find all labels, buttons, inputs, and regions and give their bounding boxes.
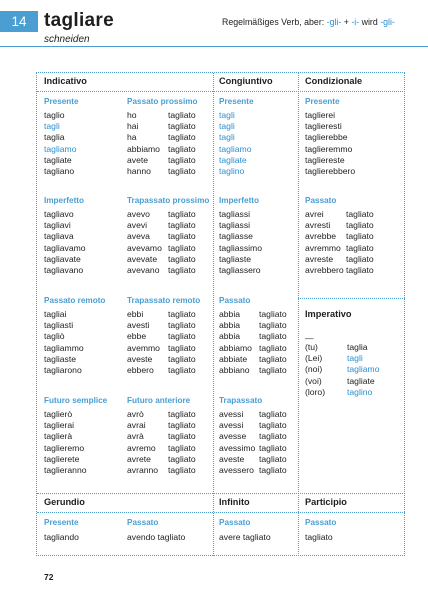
conjugation-row: [127, 254, 196, 265]
conjugation-participle: tagliato: [259, 309, 287, 319]
conjugation-participle: taglia: [347, 342, 368, 352]
conjugation-form: avreste: [305, 253, 334, 264]
tense-presente-congiuntivo: Presente: [219, 97, 254, 106]
conjugation-row: [305, 132, 355, 143]
conjugation-form: tagliano: [44, 165, 75, 176]
conjugation-form: avremmo: [305, 242, 341, 253]
conjugation-row: [44, 209, 86, 220]
conjugation-form: abbiate: [219, 353, 248, 364]
conjugation-form: tagliavi: [44, 220, 71, 231]
conjugation-participle: tagliato: [346, 220, 374, 231]
conjugation-form: ha: [127, 132, 137, 143]
tense-gerundio-presente: Presente: [44, 518, 79, 527]
tense-passato-congiuntivo: Passato: [219, 296, 251, 305]
tense-futuro-semplice: Futuro semplice: [44, 396, 108, 405]
conjugation-row: [305, 387, 379, 398]
conjugation-participle: tagliato: [168, 242, 196, 253]
conjugation-participle: tagliato: [259, 409, 287, 419]
conjugation-form: abbiano: [219, 364, 250, 375]
rule-i: -i-: [351, 17, 360, 27]
condizionale-imperativo-divider: [298, 298, 405, 299]
conjugation-row: [127, 420, 196, 431]
conjugation-row: [44, 331, 84, 342]
conjugation-row: [127, 110, 196, 121]
verb-number-badge: 14: [0, 11, 38, 32]
conjugation-row: [219, 144, 251, 155]
conjugation-row: [127, 166, 196, 177]
conjugation-participle: tagliato: [259, 420, 287, 431]
conjugation-row: [44, 243, 86, 254]
conjugation-form: tagliassi: [219, 220, 251, 231]
conjugation-row: [127, 443, 196, 454]
conjugation-form: taglino: [219, 165, 245, 176]
conjugation-participle: tagliato: [346, 209, 374, 219]
verb-meaning: schneiden: [44, 34, 90, 45]
conjugation-form: avevamo: [127, 242, 162, 253]
conjugation-form: tagliamo: [44, 143, 77, 154]
conjugation-form: tagli: [219, 132, 235, 143]
conjugation-form: avevo: [127, 209, 150, 219]
conjugation-participle: tagliato: [168, 409, 196, 419]
conjugation-form: hanno: [127, 165, 151, 176]
conjugation-participle: tagliato: [259, 364, 287, 375]
presente-congiuntivo-forms: [219, 110, 251, 177]
conjugation-row: [44, 343, 84, 354]
conjugation-form: tagliavate: [44, 253, 81, 264]
conjugation-row: [44, 420, 87, 431]
conjugation-form: avevi: [127, 220, 148, 231]
conjugation-participle: tagliato: [168, 231, 196, 242]
conjugation-form: tagliate: [219, 154, 247, 165]
conjugation-participle: tagliato: [168, 464, 196, 475]
conjugation-form: abbia: [219, 309, 241, 319]
conjugation-form: taglierà: [44, 431, 73, 442]
tense-passato-prossimo: Passato prossimo: [127, 97, 198, 106]
conjugation-row: [127, 144, 196, 155]
conjugation-participle: tagliato: [259, 342, 287, 353]
conjugation-row: [44, 354, 84, 365]
conjugation-row: [127, 243, 196, 254]
conjugation-row: [127, 431, 196, 442]
conjugation-row: [305, 166, 355, 177]
rule-gli-1: -gli-: [326, 17, 342, 27]
conjugation-form: tagliavo: [44, 209, 74, 219]
conjugation-row: [305, 144, 355, 155]
conjugation-row: [44, 454, 87, 465]
section-infinito: Infinito: [219, 497, 250, 507]
conjugation-form: (noi): [305, 364, 323, 375]
conjugation-form: abbia: [219, 331, 241, 342]
conjugation-row: [44, 309, 84, 320]
conjugation-form: ebbero: [127, 364, 154, 375]
conjugation-participle: tagliato: [168, 209, 196, 219]
conjugation-form: tagliavano: [44, 264, 84, 275]
conjugation-row: [305, 209, 374, 220]
conjugation-form: tagliasti: [44, 320, 74, 331]
conjugation-form: tagli: [219, 110, 235, 120]
conjugation-form: avrò: [127, 409, 144, 419]
conjugation-form: tagliava: [44, 231, 74, 242]
conjugation-row: [305, 220, 374, 231]
conjugation-form: taglierete: [44, 453, 80, 464]
conjugation-participle: tagliato: [168, 264, 196, 275]
tense-participio-passato: Passato: [305, 518, 337, 527]
conjugation-row: [127, 121, 196, 132]
conjugation-row: [305, 110, 355, 121]
conjugation-row: [44, 220, 86, 231]
conjugation-participle: tagliato: [168, 353, 196, 364]
conjugation-row: [44, 265, 86, 276]
trapassato-remoto-forms: [127, 309, 196, 376]
conjugation-form: taglierai: [44, 420, 75, 431]
conjugation-participle: tagliato: [259, 431, 287, 442]
conjugation-row: [305, 376, 379, 387]
conjugation-participle: tagliamo: [347, 364, 380, 375]
conjugation-form: avrebbe: [305, 231, 337, 242]
conjugation-form: avrei: [305, 209, 324, 219]
conjugation-form: avesti: [127, 320, 150, 331]
presente-indicativo-forms: [44, 110, 76, 177]
conjugation-row: [219, 243, 262, 254]
conjugation-form: abbia: [219, 320, 241, 331]
conjugation-row: [44, 409, 87, 420]
conjugation-form: ho: [127, 110, 137, 120]
indicativo-congiuntivo-divider: [213, 73, 214, 556]
conjugation-row: [219, 320, 287, 331]
tense-passato-condizionale: Passato: [305, 196, 337, 205]
conjugation-row: [44, 254, 86, 265]
conjugation-row: [219, 465, 287, 476]
conjugation-row: [305, 364, 379, 375]
conjugation-participle: tagliato: [168, 154, 196, 165]
conjugation-form: avrebbero: [305, 264, 344, 275]
conjugation-row: [44, 465, 87, 476]
conjugation-form: (voi): [305, 375, 322, 386]
conjugation-row: [219, 265, 262, 276]
conjugation-participle: tagliato: [259, 442, 287, 453]
conjugation-row: [219, 220, 262, 231]
imperfetto-indicativo-forms: [44, 209, 86, 276]
conjugation-row: [219, 132, 251, 143]
conjugation-participle: tagli: [347, 353, 363, 364]
conjugation-form: tagliassi: [219, 209, 251, 219]
conjugation-participle: tagliato: [168, 110, 196, 120]
conjugation-participle: tagliato: [259, 320, 287, 331]
passato-remoto-forms: [44, 309, 84, 376]
tense-infinito-passato: Passato: [219, 518, 251, 527]
conjugation-row: [305, 342, 379, 353]
rule-plus: +: [341, 17, 352, 27]
trapassato-prossimo-forms: [127, 209, 196, 276]
tense-trapassato-prossimo: Trapassato prossimo: [127, 196, 210, 205]
conjugation-rule: [222, 17, 395, 27]
conjugation-form: taglierebbe: [305, 132, 348, 143]
conjugation-row: [127, 309, 196, 320]
conjugation-participle: tagliato: [168, 165, 196, 176]
conjugation-form: avete: [127, 154, 149, 165]
tense-imperfetto-indicativo: Imperfetto: [44, 196, 85, 205]
conjugation-participle: tagliato: [168, 342, 196, 353]
conjugation-participle: tagliato: [168, 331, 196, 342]
conjugation-participle: tagliato: [168, 431, 196, 442]
conjugation-row: [305, 265, 374, 276]
passato-condizionale-forms: [305, 209, 374, 276]
conjugation-form: avranno: [127, 464, 159, 475]
section-imperativo: Imperativo: [305, 309, 352, 319]
conjugation-form: tagliereste: [305, 154, 345, 165]
conjugation-form: avremo: [127, 442, 156, 453]
conjugation-row: [44, 231, 86, 242]
conjugation-participle: tagliato: [168, 453, 196, 464]
conjugation-row: [127, 155, 196, 166]
tense-gerundio-passato: Passato: [127, 518, 159, 527]
conjugation-row: [44, 155, 76, 166]
conjugation-form: avevate: [127, 253, 158, 264]
conjugation-row: [44, 132, 76, 143]
conjugation-form: taglierò: [44, 409, 73, 419]
page-number: 72: [44, 572, 54, 582]
conjugation-row: [219, 354, 287, 365]
conjugation-form: (tu): [305, 342, 318, 352]
conjugation-row: [219, 420, 287, 431]
participio-passato-form: tagliato: [305, 532, 333, 542]
tense-trapassato-congiuntivo: Trapassato: [219, 396, 263, 405]
conjugation-row: [219, 443, 287, 454]
conjugation-participle: tagliato: [346, 231, 374, 242]
conjugation-form: taglieranno: [44, 464, 87, 475]
imperfetto-congiuntivo-forms: [219, 209, 262, 276]
conjugation-form: hai: [127, 121, 139, 132]
conjugation-row: [219, 331, 287, 342]
conjugation-row: [127, 132, 196, 143]
conjugation-form: tagli: [44, 121, 60, 132]
section-header-divider: [37, 91, 405, 92]
conjugation-participle: tagliato: [168, 132, 196, 143]
conjugation-row: [44, 144, 76, 155]
conjugation-participle: tagliato: [168, 220, 196, 231]
presente-condizionale-forms: [305, 110, 355, 177]
imperativo-dash: —: [305, 333, 314, 343]
conjugation-participle: tagliato: [168, 320, 196, 331]
conjugation-form: tagliassero: [219, 264, 261, 275]
conjugation-form: abbiamo: [219, 342, 252, 353]
conjugation-row: [219, 454, 287, 465]
section-participio: Participio: [305, 497, 347, 507]
conjugation-participle: tagliato: [259, 353, 287, 364]
conjugation-form: tagliammo: [44, 342, 84, 353]
tense-futuro-anteriore: Futuro anteriore: [127, 396, 191, 405]
conjugation-form: taglieresti: [305, 121, 342, 132]
passato-congiuntivo-forms: [219, 309, 287, 376]
conjugation-row: [44, 121, 76, 132]
conjugation-row: [305, 121, 355, 132]
conjugation-form: tagli: [219, 121, 235, 132]
conjugation-participle: tagliato: [259, 464, 287, 475]
conjugation-row: [219, 231, 262, 242]
conjugation-participle: tagliato: [346, 253, 374, 264]
conjugation-form: taglieremmo: [305, 143, 353, 154]
conjugation-row: [305, 243, 374, 254]
tense-presente-indicativo: Presente: [44, 97, 79, 106]
futuro-semplice-forms: [44, 409, 87, 476]
verb-title: tagliare: [44, 10, 114, 31]
section-condizionale: Condizionale: [305, 76, 363, 86]
section-congiuntivo: Congiuntivo: [219, 76, 273, 86]
section-gerundio: Gerundio: [44, 497, 85, 507]
conjugation-row: [219, 254, 262, 265]
conjugation-participle: tagliato: [168, 121, 196, 132]
conjugation-row: [44, 443, 87, 454]
conjugation-form: tagliarono: [44, 364, 82, 375]
conjugation-row: [305, 353, 379, 364]
tense-imperfetto-congiuntivo: Imperfetto: [219, 196, 260, 205]
conjugation-participle: tagliato: [168, 309, 196, 319]
conjugation-row: [219, 409, 287, 420]
conjugation-participle: tagliato: [168, 253, 196, 264]
futuro-anteriore-forms: [127, 409, 196, 476]
conjugation-form: taglieremo: [44, 442, 85, 453]
conjugation-row: [127, 454, 196, 465]
conjugation-row: [127, 331, 196, 342]
conjugation-form: avessero: [219, 464, 254, 475]
trapassato-congiuntivo-forms: [219, 409, 287, 476]
conjugation-row: [219, 343, 287, 354]
conjugation-form: avrai: [127, 420, 146, 431]
conjugation-participle: tagliato: [168, 364, 196, 375]
conjugation-row: [219, 309, 287, 320]
conjugation-row: [127, 220, 196, 231]
conjugation-form: taglia: [44, 132, 65, 143]
conjugation-form: tagliai: [44, 309, 67, 319]
conjugation-row: [127, 465, 196, 476]
conjugation-form: aveste: [127, 353, 153, 364]
conjugation-row: [44, 110, 76, 121]
gerundio-passato-form: avendo tagliato: [127, 532, 186, 542]
conjugation-form: aveva: [127, 231, 150, 242]
conjugation-row: [127, 354, 196, 365]
conjugation-participle: tagliato: [259, 453, 287, 464]
conjugation-form: avemmo: [127, 342, 160, 353]
conjugation-form: ebbe: [127, 331, 147, 342]
conjugation-row: [127, 343, 196, 354]
conjugation-row: [44, 365, 84, 376]
conjugation-form: aveste: [219, 453, 245, 464]
conjugation-form: avessi: [219, 420, 244, 431]
tense-presente-condizionale: Presente: [305, 97, 340, 106]
conjugation-participle: taglino: [347, 386, 373, 397]
conjugation-row: [219, 121, 251, 132]
rule-gli-2: -gli-: [380, 17, 395, 27]
rule-mid: wird: [359, 17, 381, 27]
conjugation-row: [127, 365, 196, 376]
conjugation-row: [44, 431, 87, 442]
conjugation-form: avresti: [305, 220, 331, 231]
conjugation-form: avesse: [219, 431, 247, 442]
conjugation-row: [127, 409, 196, 420]
conjugation-row: [127, 320, 196, 331]
conjugation-row: [219, 209, 262, 220]
conjugation-row: [44, 166, 76, 177]
conjugation-form: avessimo: [219, 442, 256, 453]
conjugation-form: taglio: [44, 110, 65, 120]
conjugation-row: [219, 365, 287, 376]
conjugation-form: avrete: [127, 453, 151, 464]
conjugation-participle: tagliate: [347, 375, 375, 386]
tense-passato-remoto: Passato remoto: [44, 296, 106, 305]
conjugation-form: tagliò: [44, 331, 65, 342]
conjugation-form: ebbi: [127, 309, 144, 319]
conjugation-participle: tagliato: [346, 242, 374, 253]
conjugation-form: tagliassimo: [219, 242, 262, 253]
section-indicativo: Indicativo: [44, 76, 87, 86]
conjugation-form: avessi: [219, 409, 244, 419]
conjugation-form: tagliaste: [219, 253, 252, 264]
conjugation-form: avrà: [127, 431, 144, 442]
conjugation-row: [305, 155, 355, 166]
imperativo-forms: [305, 342, 379, 398]
conjugation-form: abbiamo: [127, 143, 160, 154]
conjugation-row: [219, 110, 251, 121]
conjugation-participle: tagliato: [346, 264, 374, 275]
header-rule-line: [0, 46, 428, 47]
gerundio-presente-form: tagliando: [44, 532, 79, 542]
conjugation-participle: tagliato: [168, 143, 196, 154]
infinito-passato-form: avere tagliato: [219, 532, 271, 542]
conjugation-row: [305, 254, 374, 265]
conjugation-row: [305, 231, 374, 242]
conjugation-form: avevano: [127, 264, 160, 275]
conjugation-row: [219, 155, 251, 166]
conjugation-form: (Lei): [305, 353, 323, 364]
conjugation-row: [44, 320, 84, 331]
conjugation-row: [219, 431, 287, 442]
conjugation-participle: tagliato: [259, 331, 287, 342]
conjugation-form: tagliaste: [44, 353, 77, 364]
conjugation-row: [127, 231, 196, 242]
conjugation-row: [219, 166, 251, 177]
passato-prossimo-forms: [127, 110, 196, 177]
bottom-section-divider: [37, 493, 405, 494]
conjugation-row: [127, 209, 196, 220]
conjugation-row: [127, 265, 196, 276]
conjugation-form: tagliamo: [219, 143, 252, 154]
conjugation-participle: tagliato: [168, 442, 196, 453]
conjugation-form: tagliate: [44, 154, 72, 165]
conjugation-form: taglierei: [305, 110, 336, 120]
conjugation-form: taglierebbero: [305, 165, 356, 176]
bottom-header-divider: [37, 512, 405, 513]
congiuntivo-condizionale-divider: [298, 73, 299, 556]
conjugation-form: (loro): [305, 386, 326, 397]
conjugation-participle: tagliato: [168, 420, 196, 431]
tense-trapassato-remoto: Trapassato remoto: [127, 296, 201, 305]
rule-text-pre: Regelmäßiges Verb, aber:: [222, 17, 327, 27]
conjugation-form: tagliasse: [219, 231, 253, 242]
conjugation-form: tagliavamo: [44, 242, 86, 253]
